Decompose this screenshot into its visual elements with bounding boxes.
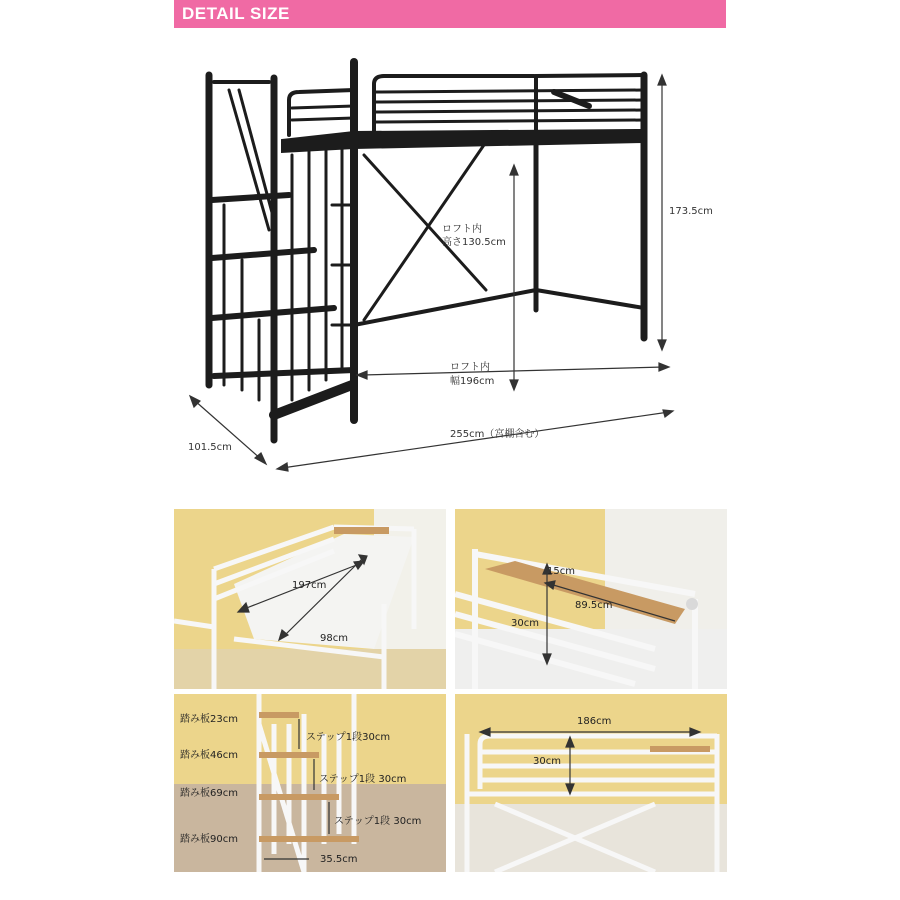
stair-width-label: 35.5cm xyxy=(320,854,358,865)
step-1-label: ステップ1段30cm xyxy=(306,732,391,743)
photo-shelf xyxy=(455,509,727,689)
shelf-length-label: 89.5cm xyxy=(575,600,613,611)
header-bar xyxy=(174,0,726,28)
deck-width-label: 98cm xyxy=(320,633,348,644)
shelf-depth-label: 15cm xyxy=(547,566,575,577)
main-diagram xyxy=(174,40,726,485)
total-height-label: 173.5cm xyxy=(669,206,713,217)
tread-46-label: 踏み板46cm xyxy=(180,750,238,761)
tread-69-label: 踏み板69cm xyxy=(180,788,238,799)
deck-length-label: 197cm xyxy=(292,580,327,591)
guard-length-label: 186cm xyxy=(577,716,612,727)
loft-height-label-2: 高さ130.5cm xyxy=(442,237,506,248)
loft-height-label-1: ロフト内 xyxy=(442,224,482,235)
guard-height-label: 30cm xyxy=(533,756,561,767)
tread-23-label: 踏み板23cm xyxy=(180,714,238,725)
loft-width-label-2: 幅196cm xyxy=(450,376,495,387)
loft-bed-illustration xyxy=(174,40,726,485)
bed-deck-image xyxy=(174,509,446,689)
shelf-image xyxy=(455,509,727,689)
loft-width-label-1: ロフト内 xyxy=(450,362,490,373)
total-length-label: 255cm（宮棚含む） xyxy=(450,429,545,440)
tread-90-label: 踏み板90cm xyxy=(180,834,238,845)
step-3-label: ステップ1段 30cm xyxy=(334,816,422,827)
photo-stairs xyxy=(174,694,446,872)
shelf-height-label: 30cm xyxy=(511,618,539,629)
photo-bed-deck xyxy=(174,509,446,689)
step-2-label: ステップ1段 30cm xyxy=(319,774,407,785)
header-title: DETAIL SIZE xyxy=(182,4,290,23)
depth-label: 101.5cm xyxy=(188,442,232,453)
photo-guard-rail xyxy=(455,694,727,872)
